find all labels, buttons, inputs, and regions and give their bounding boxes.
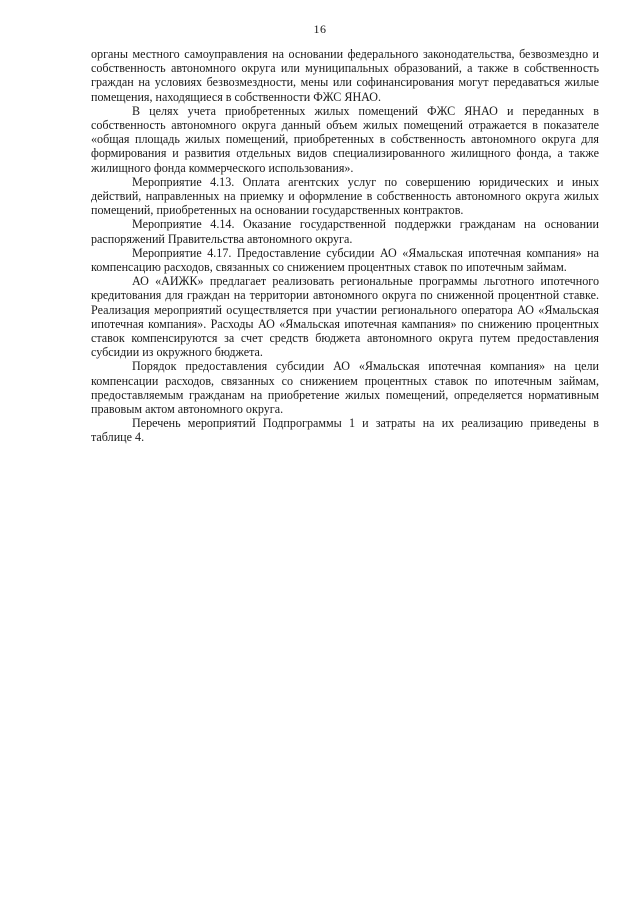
document-body — [91, 47, 599, 445]
paragraph-5: Мероприятие 4.17. Предоставление субсидии АО «Ямальская ипотечная компания» на компенсацию расходов, связанных со снижением процентных ставок по ипотечным займам. — [91, 245, 599, 275]
paragraph-7: Порядок предоставления субсидии АО «Ямальская ипотечная компания» на цели компенсации расходов, связанных со снижением процентных ставок по ипотечным займам, предоставляемым гражданам на приобретение жилых помещений, определяется нормативным правовым актом автономного округа. — [91, 359, 599, 417]
page-number: 16 — [313, 22, 327, 36]
paragraph-4: Мероприятие 4.14. Оказание государственной поддержки гражданам на основании распоряжений Правительства автономного округа. — [91, 217, 599, 246]
paragraph-6: АО «АИЖК» предлагает реализовать региональные программы льготного ипотечного кредитования для граждан на территории автономного округа по сниженной процентной ставке. Реализация мероприятий осуществляется при участии регионального оператора АО «Ямальская ипотечная компания». Расходы АО «Ямальская ипотечная кампания» по снижению процентных ставок компенсируются за счет средств бюджета автономного округа путем предоставления субсидии из окружного бюджета. — [91, 274, 599, 360]
paragraph-1: органы местного самоуправления на основании федерального законодательства, безвозмездно и собственность автономного округа или муниципальных образований, а также в собственность граждан на условиях безвозмездности, мены или софинансирования могут передаваться жилые помещения, находящиеся в собственности ФЖС ЯНАО. — [91, 47, 599, 104]
paragraph-8: Перечень мероприятий Подпрограммы 1 и затраты на их реализацию приведены в таблице 4. — [91, 416, 599, 445]
paragraph-2: В целях учета приобретенных жилых помещений ФЖС ЯНАО и переданных в собственность автономного округа данный объем жилых помещений отражается в показателе «общая площадь жилых помещений, приобретенных в собственность автономного округа для формирования и развития отдельных видов специализированного жилищного фонда, а также жилищного фонда коммерческого использования». — [91, 103, 599, 175]
paragraph-3: Мероприятие 4.13. Оплата агентских услуг по совершению юридических и иных действий, направленных на приемку и оформление в собственность автономного округа жилых помещений, приобретенных на основании государственных контрактов. — [91, 174, 599, 218]
